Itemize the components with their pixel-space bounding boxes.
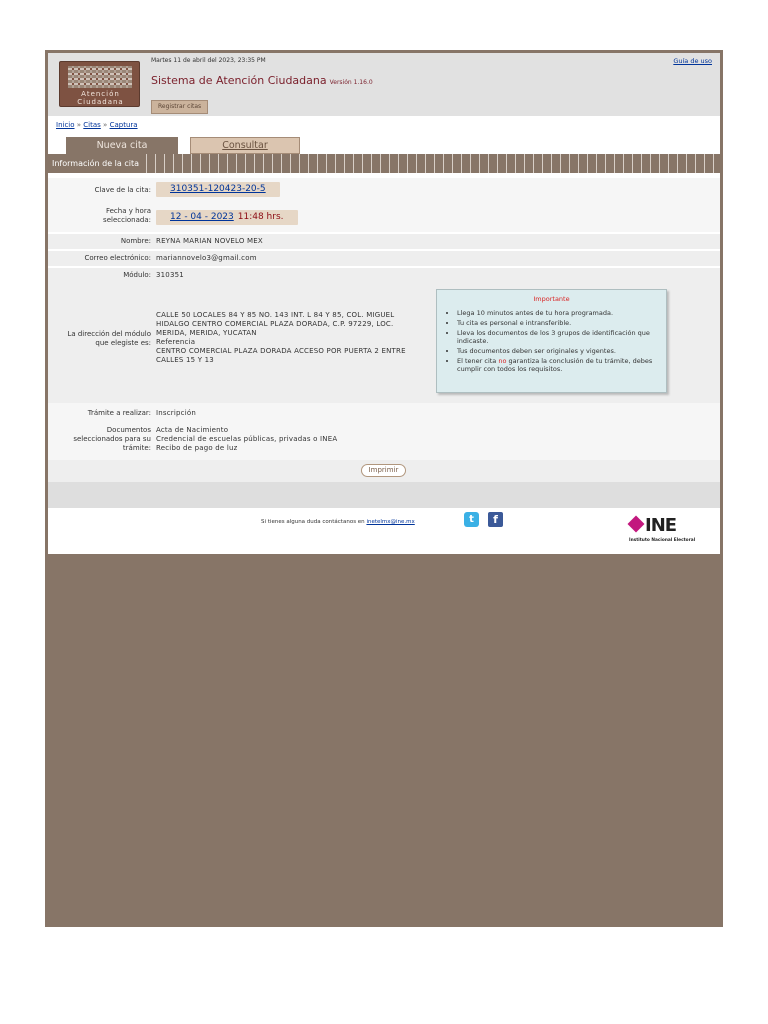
breadcrumb [56,121,138,129]
reference-line-1: CENTRO COMERCIAL PLAZA DORADA ACCESO POR PUERTA 2 ENTRE [156,347,406,355]
keyboard-icon [68,66,132,88]
row-datetime [48,202,720,232]
important-list [457,309,662,375]
reference-line-2: CALLES 15 Y 13 [156,356,214,364]
row-procedure [48,403,720,423]
row-documents [48,423,720,460]
key-label: Clave de la cita: [94,186,151,194]
atencion-ciudadana-logo[interactable] [59,61,140,107]
address-label-2: que elegiste es: [95,339,151,347]
datetime-label-2: seleccionada: [103,216,151,224]
module-value: 310351 [156,271,184,279]
date-link[interactable]: 12 - 04 - 2023 [170,212,234,222]
key-value-box [156,182,280,197]
datetime-label-1: Fecha y hora [105,207,151,215]
row-name [48,234,720,249]
docs-label-1: Documentos [106,426,151,434]
ine-logo-icon [628,516,645,533]
reference-label: Referencia [156,338,196,346]
spacer-bar [48,482,720,508]
email-label: Correo electrónico: [84,254,151,262]
facebook-icon[interactable]: f [488,512,503,527]
important-item-5-end: garantiza la conclusión de tu trámite, debes cumplir con todos los requisitos. [457,357,653,373]
ine-subtitle: Instituto Nacional Electoral [629,538,696,543]
print-row [48,460,720,482]
print-button[interactable]: Imprimir [361,464,406,477]
important-item: • Tu cita es personal e intransferible. [457,319,662,327]
breadcrumb-inicio[interactable]: Inicio [56,121,75,129]
appointment-key-link[interactable]: 310351-120423-20-5 [170,184,266,194]
address-line-1: CALLE 50 LOCALES 84 Y 85 NO. 143 INT. L 84 Y 85, COL. MIGUEL [156,311,395,319]
important-item: • Llega 10 minutos antes de tu hora programada. [457,309,662,317]
important-no: no [498,357,507,365]
header [48,53,720,116]
important-item-5-start: El tener cita [457,357,499,365]
address-label-1: La dirección del módulo [67,330,151,338]
breadcrumb-captura[interactable]: Captura [109,121,138,129]
important-item: • Lleva los documentos de los 3 grupos de identificación que indicaste. [457,329,662,345]
module-label: Módulo: [123,271,151,279]
address-line-3: MERIDA, MERIDA, YUCATAN [156,329,257,337]
breadcrumb-separator: » [76,121,82,129]
time-value: 11:48 hrs. [237,212,284,222]
procedure-value: Inscripción [156,409,196,417]
page-frame [45,50,723,927]
system-title [151,74,373,87]
important-item [457,357,662,373]
guide-link[interactable]: Guía de uso [673,57,712,65]
current-datetime: Martes 11 de abril del 2023, 23:35 PM [151,57,266,64]
procedure-label: Trámite a realizar: [87,409,151,417]
system-version: Versión 1.16.0 [329,79,373,86]
logo-line-1: Atención [81,90,120,98]
tab-nueva-cita[interactable]: Nueva cita [66,137,178,154]
email-value: mariannovelo3@gmail.com [156,254,257,262]
important-item: • Tus documentos deben ser originales y vigentes. [457,347,662,355]
breadcrumb-separator: » [103,121,108,129]
row-appointment-key [48,178,720,202]
help-text-label: Si tienes alguna duda contáctanos en [261,519,365,525]
section-header-bar [48,154,720,173]
tab-consultar[interactable]: Consultar [190,137,300,154]
document-item: Acta de Nacimiento [156,426,229,434]
system-title-text: Sistema de Atención Ciudadana [151,74,327,87]
document-item: Credencial de escuelas públicas, privadas o INEA [156,435,338,443]
docs-label-2: seleccionados para su [73,435,151,443]
help-email-link[interactable]: inetelmx@ine.mx [366,519,415,525]
section-title: Información de la cita [48,154,143,173]
twitter-icon[interactable]: t [464,512,479,527]
ine-logo-text: INE [645,515,677,536]
name-value: REYNA MARIAN NOVELO MEX [156,237,263,245]
datetime-value-box [156,210,298,225]
app-panel [48,53,720,554]
important-notice [436,289,667,393]
docs-label-3: trámite: [122,444,151,452]
row-email [48,251,720,266]
register-appointments-tab[interactable]: Registrar citas [151,100,208,114]
breadcrumb-citas[interactable]: Citas [83,121,101,129]
name-label: Nombre: [120,237,151,245]
row-module [48,268,720,283]
logo-line-2: Ciudadana [77,98,124,106]
document-item: Recibo de pago de luz [156,444,238,452]
important-title: Importante [533,295,570,303]
address-line-2: HIDALGO CENTRO COMERCIAL PLAZA DORADA, C.P. 97229, LOC. [156,320,394,328]
footer [48,508,720,554]
help-text [261,519,415,525]
